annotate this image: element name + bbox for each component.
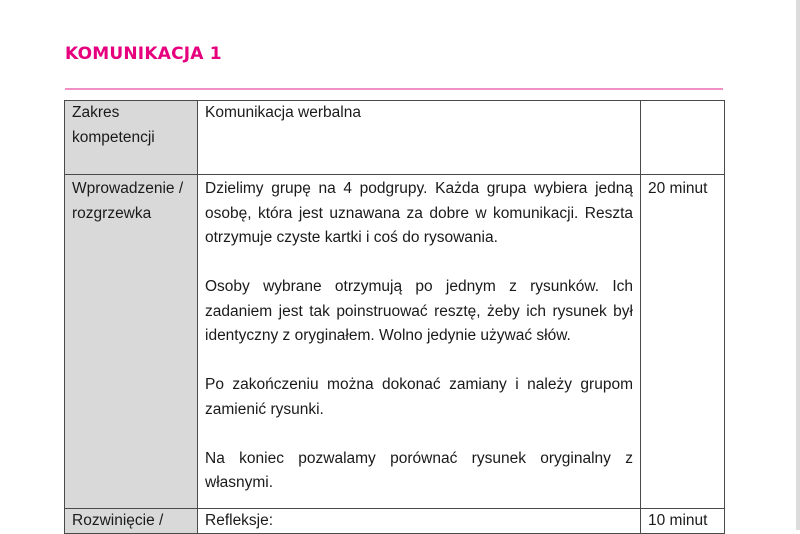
row-time: 10 minut xyxy=(648,511,708,529)
row-time-cell xyxy=(641,175,725,509)
page-edge xyxy=(796,0,800,530)
row-label: Rozwinięcie / xyxy=(72,511,164,529)
activity-table xyxy=(64,100,725,534)
row-content-cell xyxy=(198,175,641,509)
row-label-cell xyxy=(65,101,198,175)
table-row xyxy=(65,175,725,509)
row-content-paragraph: Refleksje: xyxy=(205,511,274,529)
row-time-cell xyxy=(641,101,725,175)
row-content-paragraph: Dzielimy grupę na 4 podgrupy. Każda grupa wybiera jedną osobę, która jest uznawana za dobre w komunikacji. Reszta otrzymuje czyste kartki i coś do rysowania. xyxy=(205,180,633,246)
heading-divider xyxy=(65,88,723,90)
row-label: Zakres kompetencji xyxy=(72,104,155,146)
table-row xyxy=(65,101,725,175)
row-content-paragraph: Komunikacja werbalna xyxy=(205,104,361,121)
row-content-paragraph: Po zakończeniu można dokonać zamiany i należy grupom zamienić rysunki. xyxy=(205,376,633,418)
row-time: 20 minut xyxy=(648,180,708,197)
row-content-paragraph: Na koniec pozwalamy porównać rysunek oryginalny z własnymi. xyxy=(205,449,633,491)
section-heading: KOMUNIKACJA 1 xyxy=(65,44,222,64)
row-content-cell xyxy=(198,101,641,175)
row-label: Wprowadzenie / rozgrzewka xyxy=(72,180,184,222)
row-label-cell xyxy=(65,175,198,509)
row-content-paragraph: Osoby wybrane otrzymują po jednym z rysunków. Ich zadaniem jest tak poinstruować resztę, żeby ich rysunek był identyczny z oryginałem. Wolno jedynie używać słów. xyxy=(205,278,633,344)
